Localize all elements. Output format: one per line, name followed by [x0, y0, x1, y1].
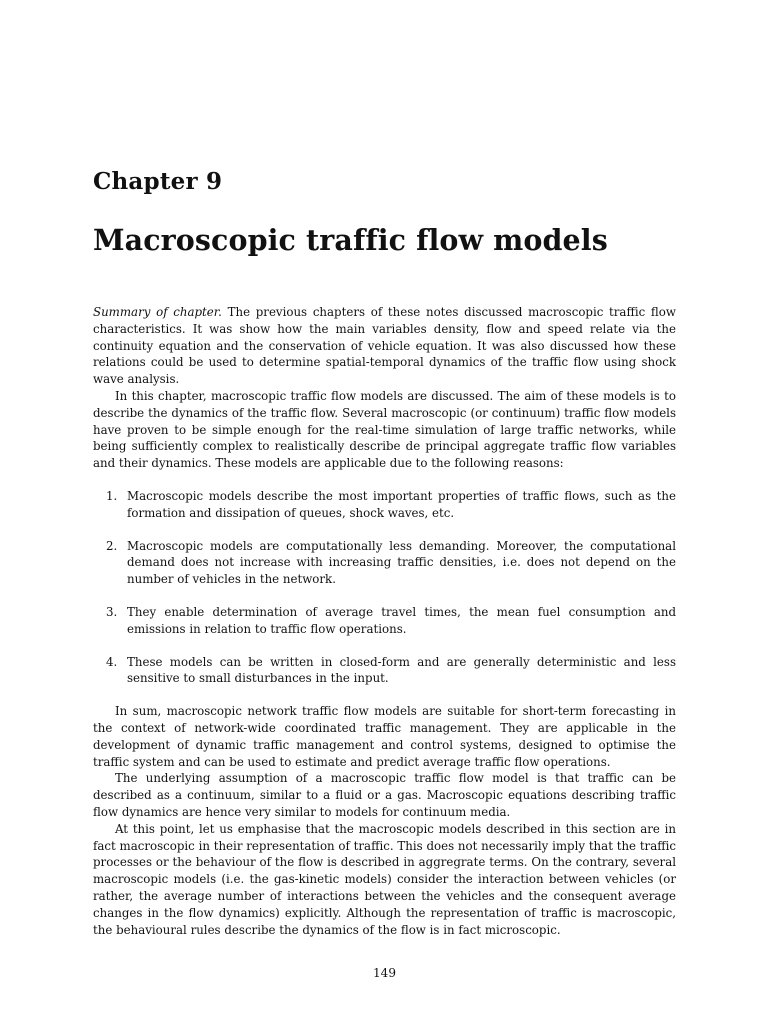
list-item-number: 3.: [106, 604, 118, 619]
list-item-number: 1.: [106, 488, 118, 503]
summary-label: Summary of chapter.: [93, 305, 222, 319]
list-item-text: Macroscopic models describe the most important properties of traffic flows, such as the formation and dissipation of queues, shock waves, etc.: [127, 488, 676, 520]
reasons-list: [93, 488, 676, 687]
intro-paragraph: In this chapter, macroscopic traffic flow models are discussed. The aim of these models is to describe the dynamics of the traffic flow. Several macroscopic (or continuum) traffic flow models have proven to be simple enough for the real-time simulation of large traffic networks, while being sufficiently complex to realistically describe de principal aggregate traffic flow variables and their dynamics. These models are applicable due to the following reasons:: [93, 388, 676, 471]
summary-paragraph: [93, 304, 676, 388]
list-item: [93, 488, 676, 522]
list-item-text: Macroscopic models are computationally less demanding. Moreover, the computational demand does not increase with increasing traffic densities, i.e. does not depend on the number of vehicles in the network.: [127, 538, 676, 587]
paragraph: In sum, macroscopic network traffic flow models are suitable for short-term forecasting in the context of network-wide coordinated traffic management. They are applicable in the development of dynamic traffic management and control systems, designed to optimise the traffic system and can be used to estimate and predict average traffic flow operations.: [93, 704, 676, 769]
list-item: [93, 654, 676, 688]
list-item-number: 2.: [106, 538, 118, 553]
chapter-label: Chapter 9: [93, 168, 223, 195]
list-item-number: 4.: [106, 654, 118, 669]
summary-text: The previous chapters of these notes discussed macroscopic traffic flow characteristics. It was show how the main variables density, flow and speed relate via the continuity equation and the conservation of vehicle equation. It was also discussed how these relations could be used to determine spatial-temporal dynamics of the traffic flow using shock wave analysis.: [93, 305, 677, 387]
chapter-title: Macroscopic traffic flow models: [93, 223, 608, 257]
list-item: [93, 538, 676, 588]
list-item-text: They enable determination of average travel times, the mean fuel consumption and emissions in relation to traffic flow operations.: [127, 604, 676, 636]
list-item: [93, 604, 676, 638]
document-page: [93, 0, 676, 1024]
paragraph: At this point, let us emphasise that the macroscopic models described in this section are in fact macroscopic in their representation of traffic. This does not necessarily imply that the traffic processes or the behaviour of the flow is described in aggregrate terms. On the contrary, several macroscopic models (i.e. the gas-kinetic models) consider the interaction between vehicles (or rather, the average number of interactions between the vehicles and the consequent average changes in the flow dynamics) explicitly. Although the representation of traffic is macroscopic, the behavioural rules describe the dynamics of the flow is in fact microscopic.: [93, 821, 676, 937]
paragraph: The underlying assumption of a macroscopic traffic flow model is that traffic can be described as a continuum, similar to a fluid or a gas. Macroscopic equations describing traffic flow dynamics are hence very similar to models for continuum media.: [93, 771, 676, 819]
page-number: 149: [373, 966, 396, 980]
chapter-body: [93, 304, 676, 938]
list-item-text: These models can be written in closed-form and are generally deterministic and less sensitive to small disturbances in the input.: [127, 654, 676, 686]
